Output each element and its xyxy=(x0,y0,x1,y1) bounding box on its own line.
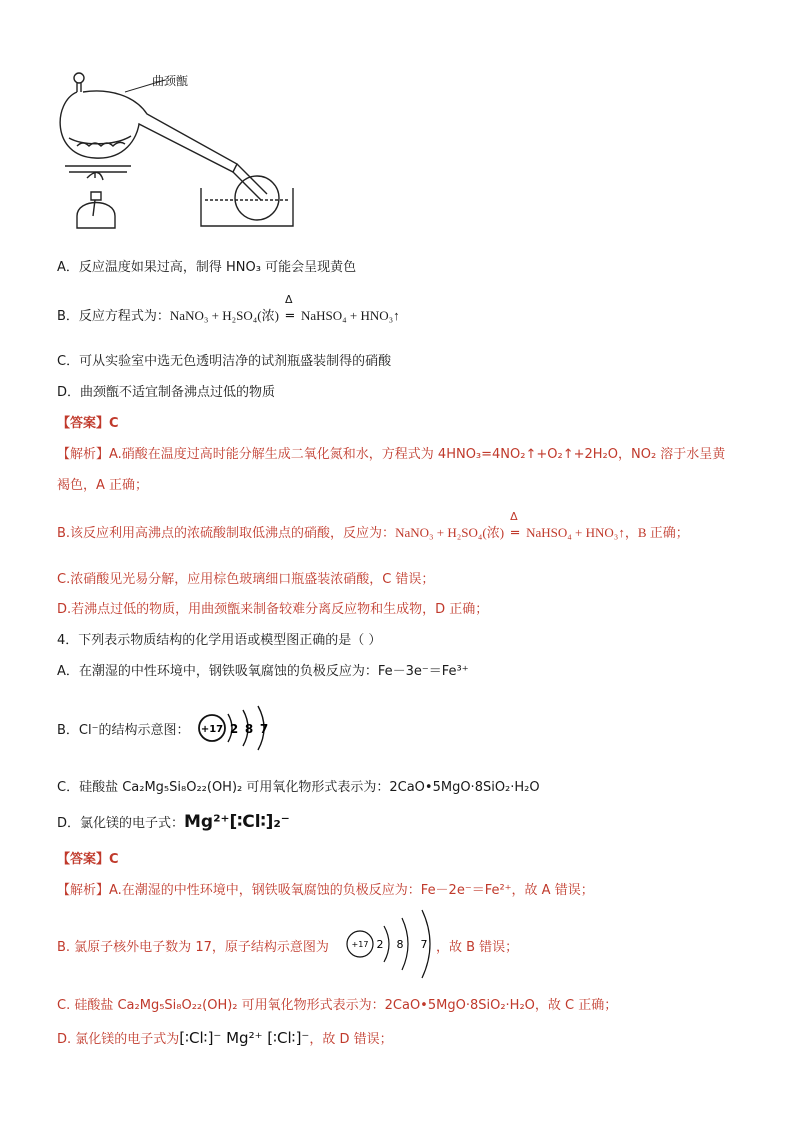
q4-option-b-prefix: B．Cl⁻的结构示意图： xyxy=(57,723,190,738)
q3-exp-b-eq-right: NaHSO₄ + HNO₃↑，B 正确； xyxy=(526,525,689,540)
q3-answer: 【答案】C xyxy=(57,416,119,431)
q3-exp-b-prefix: B.该反应利用高沸点的浓硫酸制取低沸点的硝酸，反应为： xyxy=(57,526,396,541)
q4-option-a: A．在潮湿的中性环境中，钢铁吸氧腐蚀的负极反应为：Fe－3e⁻＝Fe³⁺ xyxy=(57,664,469,679)
q3-explanation-b xyxy=(57,510,689,541)
q4-b-nucleus: +17 xyxy=(200,724,224,735)
q4-exp-b-shell-2: 8 xyxy=(396,938,404,951)
q3-option-d: D．曲颈甑不适宜制备沸点过低的物质 xyxy=(57,385,276,400)
q3-option-b-arrow: Δ ═ xyxy=(284,293,294,324)
q4-option-d-prefix: D．氯化镁的电子式： xyxy=(57,816,185,831)
q4-b-shell-3: 7 xyxy=(259,722,269,736)
q4-exp-d-prefix: D. 氯化镁的电子式为 xyxy=(57,1032,180,1047)
q4-exp-b-prefix: B. 氯原子核外电子数为 17，原子结构示意图为 xyxy=(57,940,329,955)
q3-option-c: C．可从实验室中选无色透明洁净的试剂瓶盛装制得的硝酸 xyxy=(57,354,392,369)
heat-condition: Δ xyxy=(284,293,293,306)
q4-stem: 4．下列表示物质结构的化学用语或模型图正确的是（ ） xyxy=(57,633,382,648)
q4-option-d-electron-formula: Mg²⁺[∶Cl∶]₂⁻ xyxy=(184,812,290,832)
q3-option-b-eq-right: NaHSO₄ + HNO₃↑ xyxy=(300,308,400,323)
heat-condition: Δ xyxy=(510,510,518,523)
q3-explanation-d: D.若沸点过低的物质，用曲颈甑来制备较难分离反应物和生成物，D 正确； xyxy=(57,602,489,617)
q4-exp-b-nucleus: +17 xyxy=(351,940,369,949)
q4-b-shell-2: 8 xyxy=(244,722,254,736)
q4-exp-b-structure-diagram xyxy=(344,906,440,982)
q4-explanation-c: C. 硅酸盐 Ca₂Mg₅Si₈O₂₂(OH)₂ 可用氧化物形式表示为：2CaO•5MgO·8SiO₂·H₂O，故 C 正确； xyxy=(57,998,618,1013)
q4-exp-d-electron-formula: [∶Cl∶]⁻ Mg²⁺ [∶Cl∶]⁻ xyxy=(179,1029,310,1047)
q4-exp-b-shell-3: 7 xyxy=(420,938,428,951)
q4-exp-d-suffix: ，故 D 错误； xyxy=(309,1032,393,1047)
q3-option-b-prefix: B．反应方程式为： xyxy=(57,309,170,324)
q4-answer: 【答案】C xyxy=(57,852,119,867)
q4-option-b-structure-diagram xyxy=(196,702,276,754)
q3-exp-b-arrow: Δ ═ xyxy=(510,510,519,541)
q4-exp-b-suffix: ，故 B 错误； xyxy=(436,940,519,955)
q4-b-shell-1: 2 xyxy=(229,722,239,736)
q4-option-c: C．硅酸盐 Ca₂Mg₅Si₈O₂₂(OH)₂ 可用氧化物形式表示为：2CaO•5MgO·8SiO₂·H₂O xyxy=(57,780,540,795)
q3-exp-b-eq-left: NaNO₃ + H₂SO₄(浓) xyxy=(395,525,505,540)
apparatus-label: 曲颈甑 xyxy=(152,74,189,88)
q4-explanation-a: 【解析】A.在潮湿的中性环境中，钢铁吸氧腐蚀的负极反应为：Fe－2e⁻＝Fe²⁺，故 A 错误； xyxy=(57,883,594,898)
q3-option-b xyxy=(57,293,400,324)
q3-option-b-eq-left: NaNO₃ + H₂SO₄(浓) xyxy=(169,308,279,323)
q4-option-d xyxy=(57,812,290,832)
q4-exp-b-shell-1: 2 xyxy=(376,938,384,951)
q4-explanation-d xyxy=(57,1028,393,1047)
q3-explanation-a-cont: 褐色，A 正确； xyxy=(57,478,149,493)
q3-option-a: A．反应温度如果过高，制得 HNO₃ 可能会呈现黄色 xyxy=(57,260,357,275)
retort-apparatus-figure xyxy=(55,66,295,246)
q3-explanation-a: 【解析】A.硝酸在温度过高时能分解生成二氧化氮和水，方程式为 4HNO₃=4NO₂↑+O₂↑+2H₂O，NO₂ 溶于水呈黄 xyxy=(57,447,726,462)
q3-explanation-c: C.浓硝酸见光易分解，应用棕色玻璃细口瓶盛装浓硝酸，C 错误； xyxy=(57,572,435,587)
